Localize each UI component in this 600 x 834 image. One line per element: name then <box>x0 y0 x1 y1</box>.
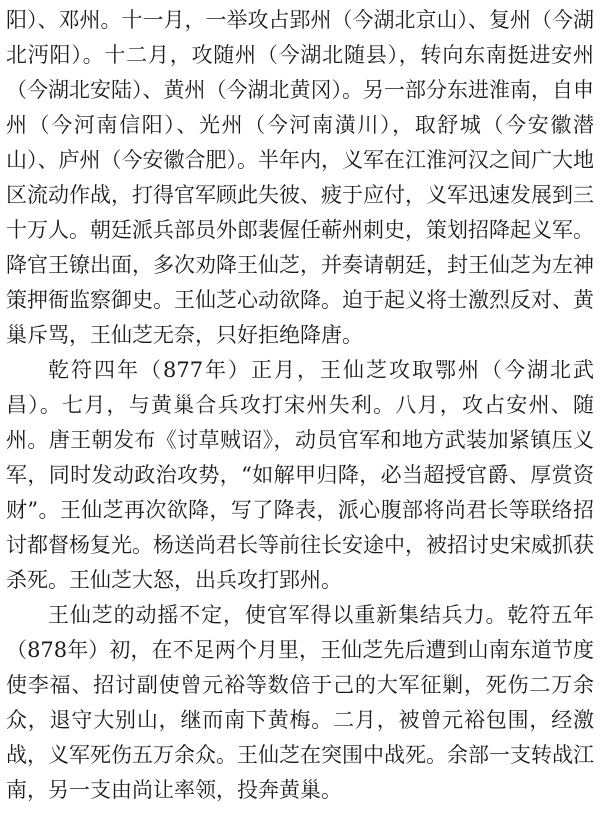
paragraph-2: 乾符四年（877年）正月，王仙芝攻取鄂州（今湖北武昌）。七月，与黄巢合兵攻打宋州失利。八月，攻占安州、随州。唐王朝发布《讨草贼诏》，动员官军和地方武装加紧镇压义军，同时发动政治攻势，“如解甲归降，必当超授官爵、厚赏资财”。王仙芝再次欲降，写了降表，派心腹部将尚君长等联络招讨都督杨复光。杨送尚君长等前往长安途中，被招讨史宋威抓获杀死。王仙芝大怒，出兵攻打郢州。 <box>6 358 594 592</box>
paragraph-3: 王仙芝的动摇不定，使官军得以重新集结兵力。乾符五年（878年）初，在不足两个月里，王仙芝先后遭到山南东道节度使李福、招讨副使曾元裕等数倍于己的大军征剿，死伤二万余众，退守大别山，继而南下黄梅。二月，被曾元裕包围，经激战，义军死伤五万余众。王仙芝在突围中战死。余部一支转战江南，另一支由尚让率领，投奔黄巢。 <box>6 603 594 802</box>
paragraph-1: 阳）、邓州。十一月，一举攻占郢州（今湖北京山）、复州（今湖北沔阳）。十二月，攻随州（今湖北随县），转向东南挺进安州（今湖北安陆）、黄州（今湖北黄冈）。另一部分东进淮南，自申州（今河南信阳）、光州（今河南潢川），取舒城（今安徽潜山）、庐州（今安徽合肥）。半年内，义军在江淮河汉之间广大地区流动作战，打得官军顾此失彼、疲于应付，义军迅速发展到三十万人。朝廷派兵部员外郎裴偓任蕲州刺史，策划招降起义军。降官王镣出面，多次劝降王仙芝，并奏请朝廷，封王仙芝为左神策押衙监察御史。王仙芝心动欲降。迫于起义将士激烈反对、黄巢斥骂，王仙芝无奈，只好拒绝降唐。 <box>6 8 594 347</box>
